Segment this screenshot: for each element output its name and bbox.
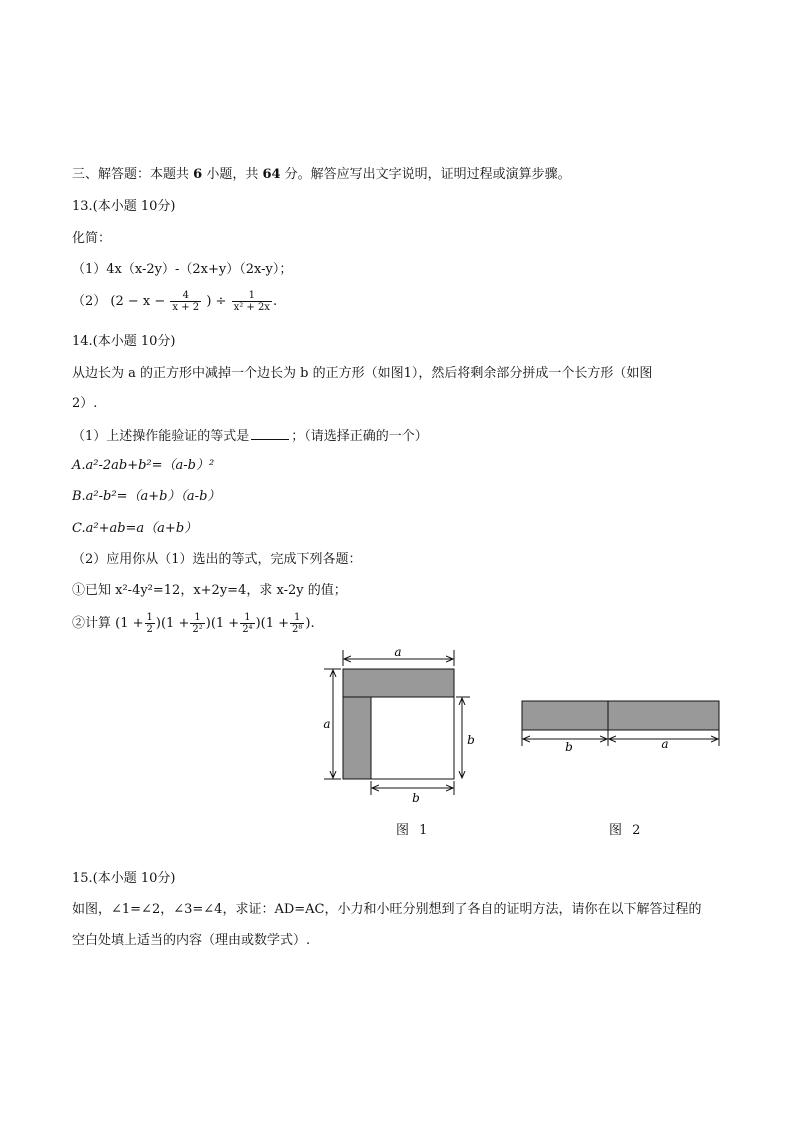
q13-fraction-2: $\frac{1}{\text{x² + 2x}}$ bbox=[233, 290, 270, 313]
q15-title: 15.(本小题 10分) bbox=[72, 871, 176, 886]
fig2-label-b: b bbox=[565, 740, 573, 754]
fig2-left-rect bbox=[522, 701, 608, 730]
fig1-caption: 图 1 bbox=[396, 823, 431, 838]
section-heading: 三、解答题：本题共 6 小题，共 64 分。解答应写出文字说明，证明过程或演算步骤。 bbox=[72, 167, 571, 182]
q14-option-c: C.a²+ab=a（a+b） bbox=[72, 521, 198, 536]
q14-part1: （1）上述操作能验证的等式是 ；（请选择正确的一个） bbox=[72, 429, 428, 444]
q15-text-line1: 如图，∠1=∠2，∠3=∠4，求证：AD=AC，小力和小旺分别想到了各自的证明方法，请你在以下解答过程的 bbox=[72, 902, 702, 917]
q15-text-line2: 空白处填上适当的内容（理由或数学式）. bbox=[72, 933, 311, 948]
q13-part1: （1）4x（x-2y）-（2x+y）（2x-y）； bbox=[72, 262, 293, 277]
q13-part2: （2） (2 − x − $\frac{4}{x + 2}$ ) ÷ $\frac{1}{\text{x² + 2x}}$ . bbox=[72, 290, 278, 313]
fig1-shaded-left bbox=[343, 697, 371, 779]
fig1-label-a-top: a bbox=[394, 645, 402, 659]
figure-1 bbox=[323, 645, 474, 805]
fig1-label-b-right: b bbox=[467, 733, 475, 747]
q14-title: 14.(本小题 10分) bbox=[72, 334, 176, 349]
q14-option-a: A.a²-2ab+b²=（a-b）² bbox=[72, 458, 215, 473]
q13-instruction: 化简： bbox=[72, 231, 112, 246]
fig2-caption: 图 2 bbox=[609, 823, 644, 838]
fig1-label-a-left: a bbox=[323, 717, 331, 731]
figure-area bbox=[0, 640, 794, 840]
q14-part2: （2）应用你从（1）选出的等式，完成下列各题： bbox=[72, 552, 362, 567]
answer-blank bbox=[251, 427, 289, 440]
q14-item1: ①已知 x²-4y²=12，x+2y=4，求 x-2y 的值； bbox=[72, 583, 347, 598]
q13-title: 13.(本小题 10分) bbox=[72, 199, 176, 214]
q14-text-line1: 从边长为 a 的正方形中减掉一个边长为 b 的正方形（如图1），然后将剩余部分拼成一个长方形（如图 bbox=[72, 366, 653, 381]
q14-text-line2: 2）. bbox=[72, 396, 98, 411]
fig2-right-rect bbox=[608, 701, 719, 730]
fig1-inner-square bbox=[371, 697, 454, 779]
fig1-shaded-top bbox=[343, 669, 454, 697]
q14-option-b: B.a²-b²=（a+b）（a-b） bbox=[72, 489, 221, 504]
figure-2 bbox=[522, 701, 719, 754]
fig2-label-a: a bbox=[661, 737, 669, 751]
q14-item2: ②计算 (1 + $\frac{1}{2}$ )(1 + $\frac{1}{\text{2²}}$ )(1 + $\frac{1}{\text{2⁴}}$ )(1 + $\frac{1}{\text{2⁸}}$ ). bbox=[72, 612, 315, 635]
fig1-label-b-bottom: b bbox=[412, 791, 420, 805]
q13-fraction-1: $\frac{4}{x + 2}$ bbox=[172, 290, 200, 313]
